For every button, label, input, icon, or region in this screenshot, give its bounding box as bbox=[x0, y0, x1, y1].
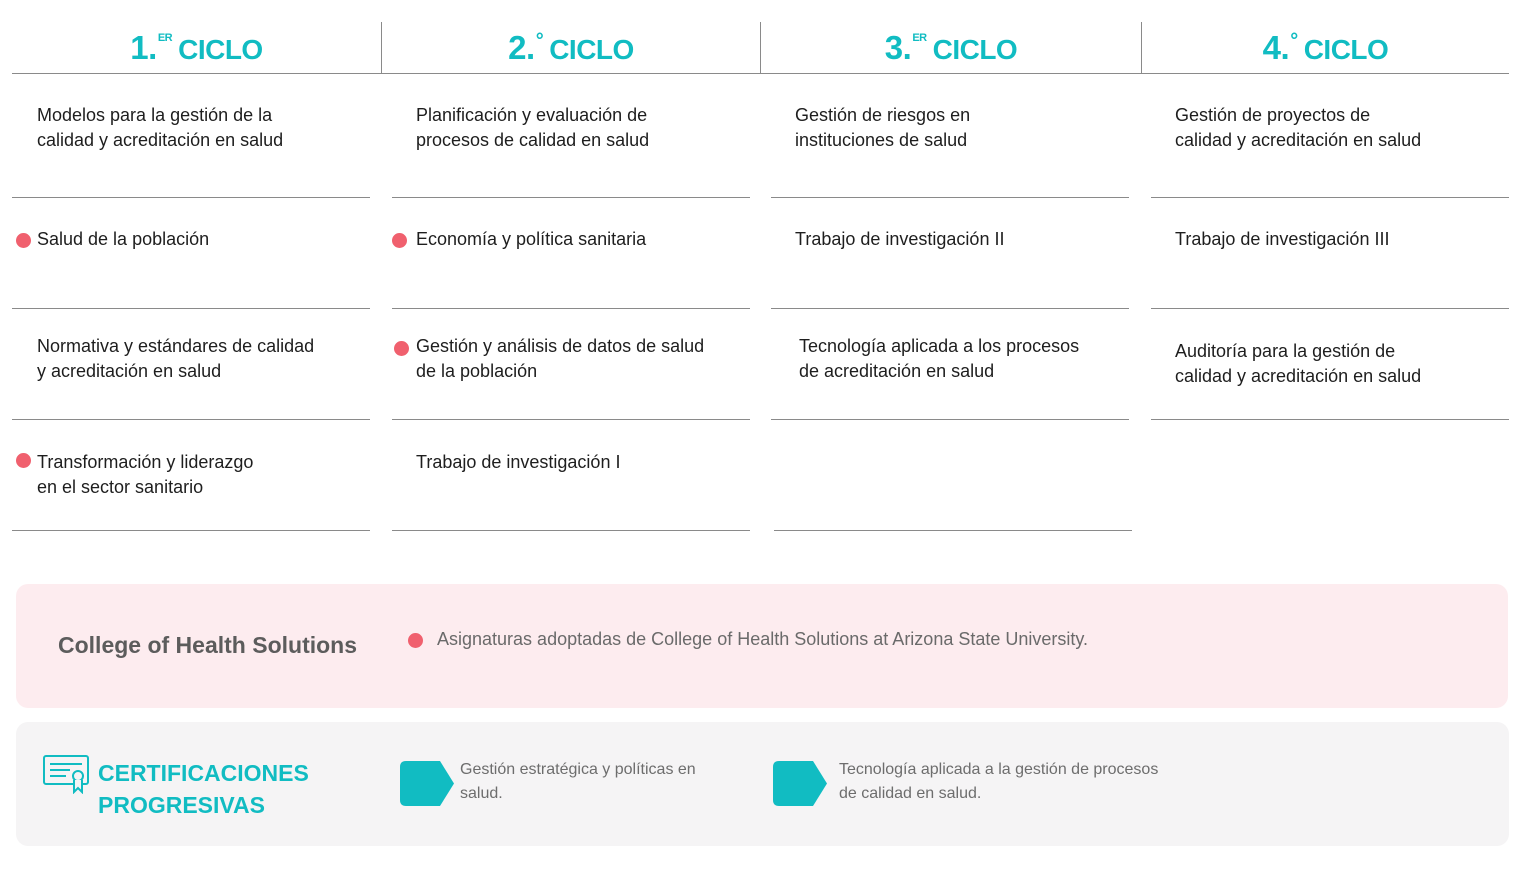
asu-marker-dot bbox=[392, 233, 407, 248]
partner-note: Asignaturas adoptadas de College of Health Solutions at Arizona State University. bbox=[437, 629, 1089, 649]
course-label: Trabajo de investigación II bbox=[795, 229, 1005, 249]
cycle-number: 3. bbox=[884, 29, 912, 66]
course-label: Transformación y liderazgo en el sector sanitario bbox=[37, 452, 254, 497]
course-cell bbox=[392, 309, 750, 420]
asu-legend-dot bbox=[408, 633, 423, 648]
course-label: Gestión de riesgos en instituciones de salud bbox=[795, 105, 971, 150]
course-cell bbox=[1151, 198, 1509, 309]
course-label: Planificación y evaluación de procesos de calidad en salud bbox=[416, 105, 650, 150]
cycle-suffix: ER bbox=[912, 32, 927, 44]
course-cell bbox=[392, 74, 750, 198]
cycle-header-3 bbox=[761, 22, 1141, 74]
course-label: Trabajo de investigación III bbox=[1175, 229, 1390, 249]
course-label: Auditoría para la gestión de calidad y acreditación en salud bbox=[1175, 341, 1422, 386]
course-cell bbox=[12, 74, 370, 198]
cycle-header-4 bbox=[1142, 22, 1509, 74]
tag-icon bbox=[773, 761, 827, 806]
partner-title: College of Health Solutions bbox=[58, 632, 358, 658]
asu-marker-dot bbox=[16, 453, 31, 468]
course-label: Trabajo de investigación I bbox=[416, 452, 621, 472]
cycle-number: 4. bbox=[1262, 29, 1290, 66]
partner-panel bbox=[16, 584, 1508, 708]
course-label: Gestión y análisis de datos de salud de la población bbox=[416, 336, 705, 381]
cycle-suffix: ° bbox=[535, 30, 544, 52]
certifications-panel bbox=[16, 722, 1509, 846]
course-label: Tecnología aplicada a los procesos de acreditación en salud bbox=[799, 336, 1080, 381]
course-label: Economía y política sanitaria bbox=[416, 229, 647, 249]
course-cell bbox=[771, 198, 1129, 309]
course-cell bbox=[392, 420, 750, 531]
asu-marker-dot bbox=[16, 233, 31, 248]
course-label: Normativa y estándares de calidad y acreditación en salud bbox=[37, 336, 315, 381]
cycle-number: 2. bbox=[508, 29, 535, 66]
course-label: Modelos para la gestión de la calidad y acreditación en salud bbox=[37, 105, 284, 150]
course-cell bbox=[12, 309, 370, 420]
course-cell bbox=[12, 420, 370, 531]
certificate-icon bbox=[42, 754, 90, 794]
certifications-title: CERTIFICACIONES PROGRESIVAS bbox=[98, 760, 309, 818]
course-cell-empty bbox=[774, 420, 1132, 531]
cycle-word: CICLO bbox=[178, 34, 263, 65]
course-cell bbox=[1151, 74, 1509, 198]
tag-icon bbox=[400, 761, 454, 806]
cycle-word: CICLO bbox=[932, 34, 1018, 65]
cycle-suffix: ER bbox=[157, 32, 173, 44]
course-cell bbox=[12, 198, 370, 309]
cycle-word: CICLO bbox=[1303, 34, 1389, 65]
certification-label: Tecnología aplicada a la gestión de procesos de calidad en salud. bbox=[839, 761, 1159, 802]
cycle-suffix: ° bbox=[1290, 30, 1298, 52]
course-cell bbox=[1151, 309, 1509, 420]
asu-marker-dot bbox=[394, 341, 409, 356]
course-cell bbox=[392, 198, 750, 309]
course-label: Gestión de proyectos de calidad y acreditación en salud bbox=[1175, 105, 1422, 150]
cycle-header-2 bbox=[382, 22, 760, 74]
course-label: Salud de la población bbox=[37, 229, 210, 249]
cycle-word: CICLO bbox=[549, 34, 634, 65]
course-cell bbox=[771, 74, 1129, 198]
certification-label: Gestión estratégica y políticas en salud. bbox=[460, 761, 696, 802]
cycle-header-1 bbox=[12, 22, 381, 74]
cycle-number: 1. bbox=[130, 29, 157, 66]
course-cell bbox=[771, 309, 1129, 420]
